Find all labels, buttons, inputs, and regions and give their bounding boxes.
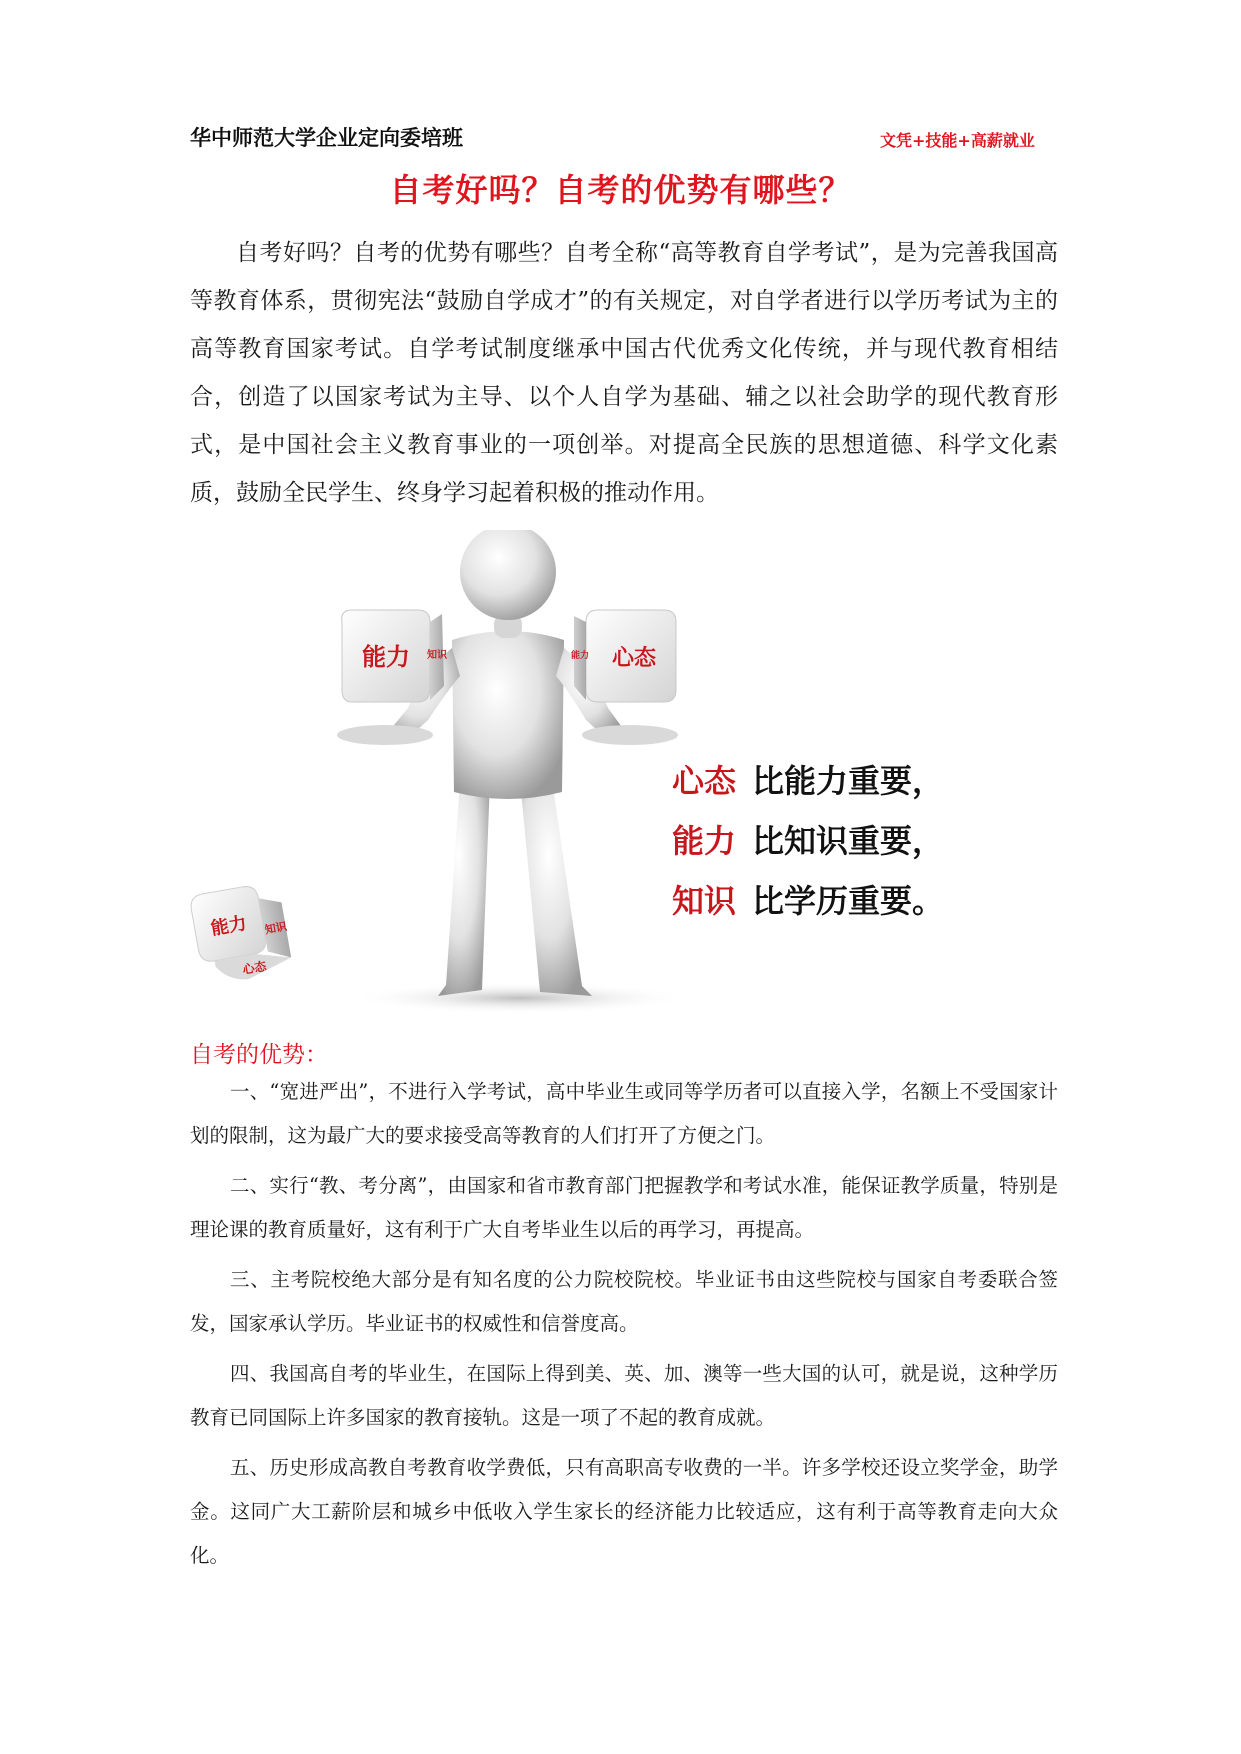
section-title-advantages: 自考的优势： (190, 1042, 328, 1068)
figure-head (460, 530, 556, 620)
figure-torso (452, 631, 564, 799)
slogan-2-rest: 比知识重要， (752, 822, 945, 860)
slogan-1-rest: 比能力重要， (752, 762, 945, 800)
slogan-2-key: 能力 (672, 822, 737, 860)
figure-right-hand (582, 725, 678, 745)
advantage-item-3: 三、主考院校绝大部分是有知名度的公力院校院校。毕业证书由这些院校与国家自考委联合签发，国家承认学历。毕业证书的权威性和信誉度高。 (190, 1268, 1058, 1335)
small-die (190, 880, 296, 987)
header-school-name: 华中师范大学企业定向委培班 (190, 126, 463, 150)
advantage-item-5: 五、历史形成高教自考教育收学费低，只有高职高专收费的一半。许多学校还设立奖学金，助学金。这同广大工薪阶层和城乡中低收入学生家长的经济能力比较适应，这有利于高等教育走向大众化。 (190, 1456, 1058, 1567)
advantage-item-4: 四、我国高自考的毕业生，在国际上得到美、英、加、澳等一些大国的认可，就是说，这种学历教育已同国际上许多国家的教育接轨。这是一项了不起的教育成就。 (190, 1362, 1058, 1429)
illustration-figure (190, 530, 970, 1015)
figure-right-leg (520, 780, 592, 996)
right-die-side-label: 能力 (570, 651, 590, 661)
header-slogan: 文凭+技能+高薪就业 (880, 131, 1035, 150)
slogan-3-rest: 比学历重要。 (752, 882, 945, 920)
right-die (571, 610, 676, 702)
intro-paragraph: 自考好吗？自考的优势有哪些？自考全称“高等教育自学考试”，是为完善我国高等教育体系，贯彻宪法“鼓励自学成才”的有关规定，对自学者进行以学历考试为主的高等教育国家考试。自学考试制度继承中国古代优秀文化传统，并与现代教育相结合，创造了以国家考试为主导、以个人自学为基础、辅之以社会助学的现代教育形式，是中国社会主义教育事业的一项创举。对提高全民族的思想道德、科学文化素质，鼓励全民学生、终身学习起着积极的推动作用。 (190, 240, 1058, 506)
left-die (342, 610, 448, 702)
figure-left-leg (438, 780, 490, 996)
page-title: 自考好吗？自考的优势有哪些？ (389, 171, 852, 209)
advantage-item-1: 一、“宽进严出”，不进行入学考试，高中毕业生或同等学历者可以直接入学，名额上不受国家计划的限制，这为最广大的要求接受高等教育的人们打开了方便之门。 (190, 1080, 1058, 1147)
small-die-bottom-label: 心态 (241, 959, 268, 978)
small-die-side-label: 知识 (263, 919, 288, 937)
slogan-3-key: 知识 (672, 882, 737, 920)
left-die-side-label: 知识 (427, 650, 447, 661)
left-die-label: 能力 (362, 643, 410, 671)
slogan-1-key: 心态 (672, 762, 737, 800)
figure-illustration (190, 530, 970, 1015)
ground-shadow (350, 982, 690, 1014)
advantage-item-2: 二、实行“教、考分离”，由国家和省市教育部门把握教学和考试水准，能保证教学质量，特别是理论课的教育质量好，这有利于广大自考毕业生以后的再学习，再提高。 (190, 1174, 1058, 1241)
small-die-top-label: 能力 (209, 912, 249, 940)
figure-left-hand (337, 725, 433, 745)
right-die-label: 心态 (611, 646, 657, 671)
advantages-list (190, 1064, 1058, 1578)
